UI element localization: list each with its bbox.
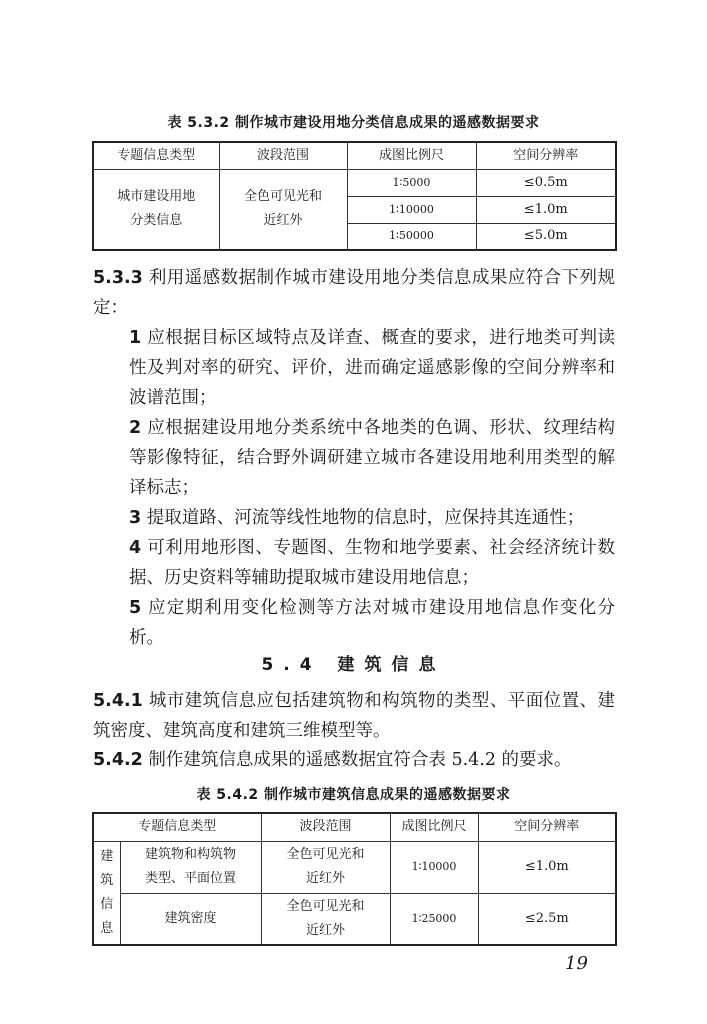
clause-text: 城市建筑信息应包括建筑物和构筑物的类型、平面位置、建筑密度、建筑高度和建筑三维模型等。 — [93, 691, 615, 741]
item-number: 1 — [129, 328, 142, 348]
band-line: 近红外 — [263, 213, 303, 229]
page-number: 19 — [565, 953, 588, 974]
item-text: 提取道路、河流等线性地物的信息时，应保持其连通性； — [146, 508, 585, 528]
clause-text: 制作建筑信息成果的遥感数据宜符合表 5.4.2 的要求。 — [148, 750, 572, 770]
resolution-cell: ≤2.5m — [478, 893, 616, 945]
type-cell — [120, 841, 261, 893]
group-char: 筑 — [100, 872, 114, 888]
item-number: 2 — [129, 418, 142, 438]
clause-number: 5.4.2 — [93, 750, 143, 770]
band-line: 全色可见光和 — [286, 898, 365, 914]
table-caption: 表 5.4.2 制作城市建筑信息成果的遥感数据要求 — [196, 787, 511, 803]
group-cell — [93, 841, 120, 945]
resolution-cell: ≤1.0m — [476, 196, 616, 223]
header-cell: 成图比例尺 — [390, 813, 478, 841]
header-cell: 波段范围 — [261, 813, 390, 841]
type-line: 建筑物和构筑物 — [145, 847, 237, 862]
header-cell: 专题信息类型 — [93, 813, 261, 841]
clause-5-4-2 — [93, 745, 615, 775]
list-item — [93, 533, 615, 593]
band-line: 全色可见光和 — [243, 189, 322, 205]
item-text: 应根据建设用地分类系统中各地类的色调、形状、纹理结构等影像特征，结合野外调研建立城市各建设用地利用类型的解译标志； — [129, 418, 615, 498]
list-item — [93, 503, 615, 533]
scale-cell: 1∶50000 — [347, 223, 476, 250]
type-line: 分类信息 — [130, 213, 183, 229]
band-line: 近红外 — [306, 871, 346, 886]
resolution-cell: ≤0.5m — [476, 169, 616, 196]
header-cell: 空间分辨率 — [476, 142, 616, 169]
band-cell — [261, 893, 390, 945]
clause-number: 5.4.1 — [93, 691, 143, 711]
item-text: 应定期利用变化检测等方法对城市建设用地信息作变化分析。 — [129, 598, 615, 648]
section-heading — [0, 650, 707, 675]
clause-5-3-3 — [93, 263, 615, 323]
band-cell — [261, 841, 390, 893]
section-title: 建筑信息 — [337, 655, 446, 675]
item-number: 3 — [129, 508, 142, 528]
band-cell — [219, 169, 347, 250]
table-5-3-2 — [92, 141, 617, 251]
clause-5-4-1 — [93, 686, 615, 746]
resolution-cell: ≤1.0m — [478, 841, 616, 893]
header-cell: 成图比例尺 — [347, 142, 476, 169]
item-number: 5 — [129, 598, 142, 618]
list-item — [93, 323, 615, 413]
group-char: 建 — [100, 848, 114, 864]
item-text: 应根据目标区域特点及详查、概查的要求，进行地类可判读性及判对率的研究、评价，进而确定遥感影像的空间分辨率和波谱范围； — [129, 328, 615, 408]
scale-cell: 1∶5000 — [347, 169, 476, 196]
type-cell — [93, 169, 219, 250]
type-line: 城市建设用地 — [117, 189, 196, 205]
scale-cell: 1∶25000 — [390, 893, 478, 945]
type-line: 类型、平面位置 — [145, 871, 237, 886]
type-cell: 建筑密度 — [120, 893, 261, 945]
group-char: 息 — [100, 920, 114, 936]
section-number: 5.4 — [261, 655, 322, 675]
list-item — [93, 413, 615, 503]
group-char: 信 — [100, 896, 114, 912]
header-cell: 专题信息类型 — [93, 142, 219, 169]
resolution-cell: ≤5.0m — [476, 223, 616, 250]
table-caption: 表 5.3.2 制作城市建设用地分类信息成果的遥感数据要求 — [167, 115, 540, 131]
item-number: 4 — [129, 538, 142, 558]
item-text: 可利用地形图、专题图、生物和地学要素、社会经济统计数据、历史资料等辅助提取城市建设用地信息； — [129, 538, 615, 588]
band-line: 全色可见光和 — [286, 847, 365, 862]
band-line: 近红外 — [306, 922, 346, 938]
list-item — [93, 593, 615, 653]
clause-number: 5.3.3 — [93, 268, 143, 288]
table-5-4-2 — [92, 812, 617, 946]
scale-cell: 1∶10000 — [347, 196, 476, 223]
header-cell: 空间分辨率 — [478, 813, 616, 841]
scale-cell: 1∶10000 — [390, 841, 478, 893]
header-cell: 波段范围 — [219, 142, 347, 169]
clause-text: 利用遥感数据制作城市建设用地分类信息成果应符合下列规定： — [93, 268, 615, 318]
